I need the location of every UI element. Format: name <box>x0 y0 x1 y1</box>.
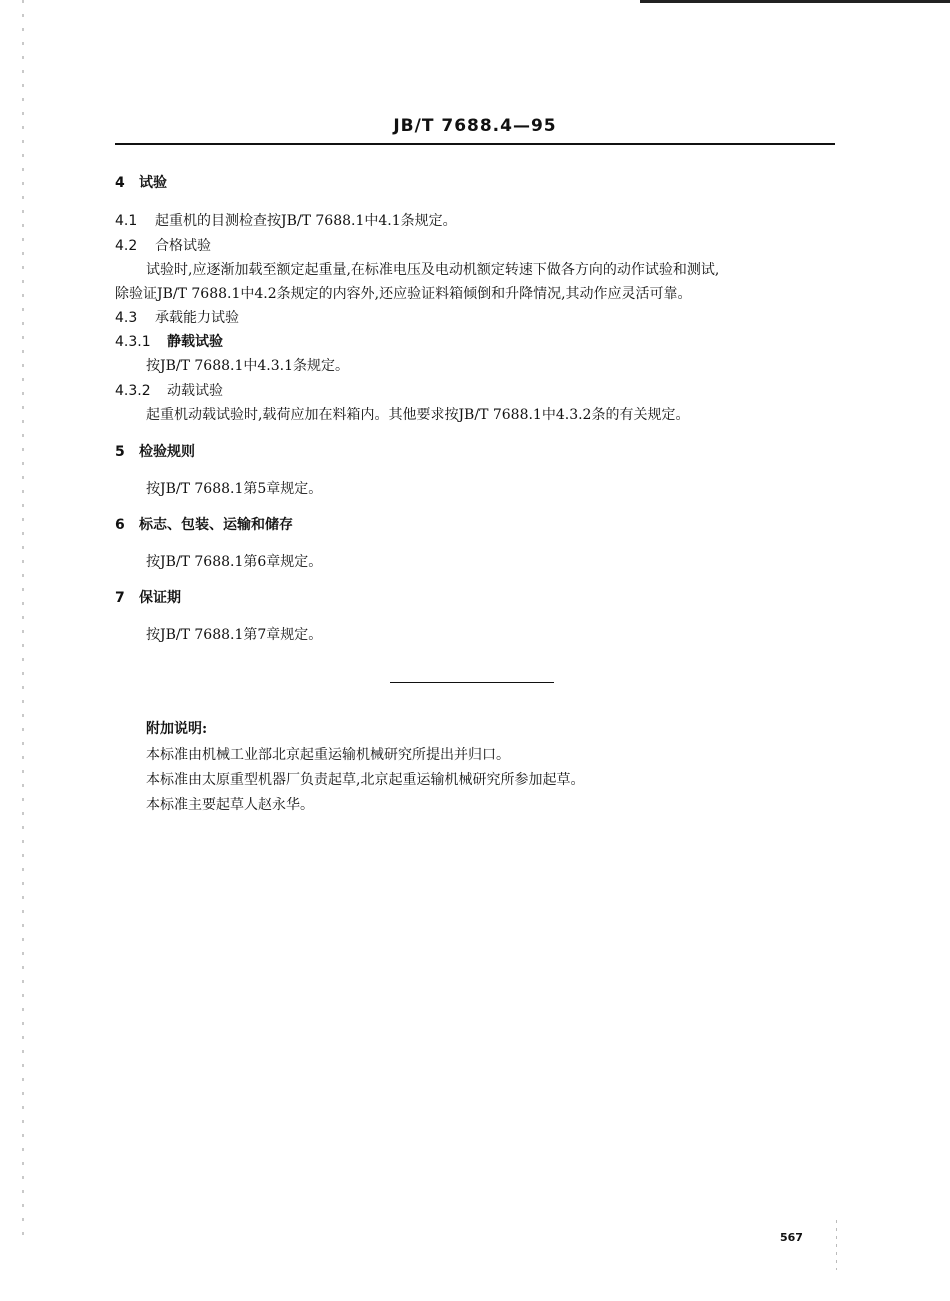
additional-note-line-1: 本标准由机械工业部北京起重运输机械研究所提出并归口。 <box>146 747 510 763</box>
end-of-text-rule <box>390 682 554 683</box>
section-5-heading <box>115 443 195 461</box>
page-number: 567 <box>780 1231 803 1244</box>
clause-4-2-paragraph-line-2: 除验证JB/T 7688.1中4.2条规定的内容外,还应验证料箱倾倒和升降情况,其动作应灵活可靠。 <box>115 286 692 302</box>
section-number: 6 <box>115 517 125 533</box>
standard-code-header: JB/T 7688.4—95 <box>393 116 557 136</box>
section-6-heading <box>115 516 293 534</box>
header-rule <box>115 143 835 145</box>
clause-title: 承载能力试验 <box>155 310 239 326</box>
section-6-text: 按JB/T 7688.1第6章规定。 <box>146 554 323 570</box>
additional-note-line-2: 本标准由太原重型机器厂负责起草,北京起重运输机械研究所参加起草。 <box>146 772 585 788</box>
section-number: 4 <box>115 175 125 191</box>
section-title: 标志、包装、运输和储存 <box>139 517 293 533</box>
clause-number: 4.3.2 <box>115 383 151 399</box>
clause-4-3-1-text: 按JB/T 7688.1中4.3.1条规定。 <box>146 358 350 374</box>
section-number: 7 <box>115 590 125 606</box>
clause-title: 合格试验 <box>155 238 211 254</box>
clause-number: 4.3 <box>115 310 138 326</box>
section-number: 5 <box>115 444 125 460</box>
clause-number: 4.1 <box>115 213 138 229</box>
scan-edge-bar <box>640 0 950 3</box>
section-7-heading <box>115 589 181 607</box>
clause-4-2-heading <box>115 237 211 255</box>
clause-title: 静载试验 <box>167 334 223 350</box>
clause-4-3-2-heading <box>115 382 223 400</box>
section-7-text: 按JB/T 7688.1第7章规定。 <box>146 627 323 643</box>
clause-4-1 <box>115 212 457 230</box>
additional-note-line-3: 本标准主要起草人赵永华。 <box>146 797 314 813</box>
section-4-heading <box>115 174 167 192</box>
additional-notes-heading: 附加说明: <box>146 721 208 737</box>
clause-4-3-1-heading <box>115 333 223 351</box>
section-title: 检验规则 <box>139 444 195 460</box>
clause-text: 起重机的目测检查按JB/T 7688.1中4.1条规定。 <box>155 213 457 229</box>
clause-number: 4.2 <box>115 238 138 254</box>
clause-4-3-heading <box>115 309 239 327</box>
section-5-text: 按JB/T 7688.1第5章规定。 <box>146 481 323 497</box>
clause-4-2-paragraph-line-1: 试验时,应逐渐加载至额定起重量,在标准电压及电动机额定转速下做各方向的动作试验和测试, <box>146 262 720 278</box>
section-title: 保证期 <box>139 590 181 606</box>
scan-edge-marks <box>836 1220 837 1270</box>
clause-title: 动载试验 <box>167 383 223 399</box>
scan-binding-marks <box>22 0 24 1240</box>
clause-number: 4.3.1 <box>115 334 151 350</box>
clause-4-3-2-text: 起重机动载试验时,载荷应加在料箱内。其他要求按JB/T 7688.1中4.3.2条的有关规定。 <box>146 407 690 423</box>
section-title: 试验 <box>139 175 167 191</box>
